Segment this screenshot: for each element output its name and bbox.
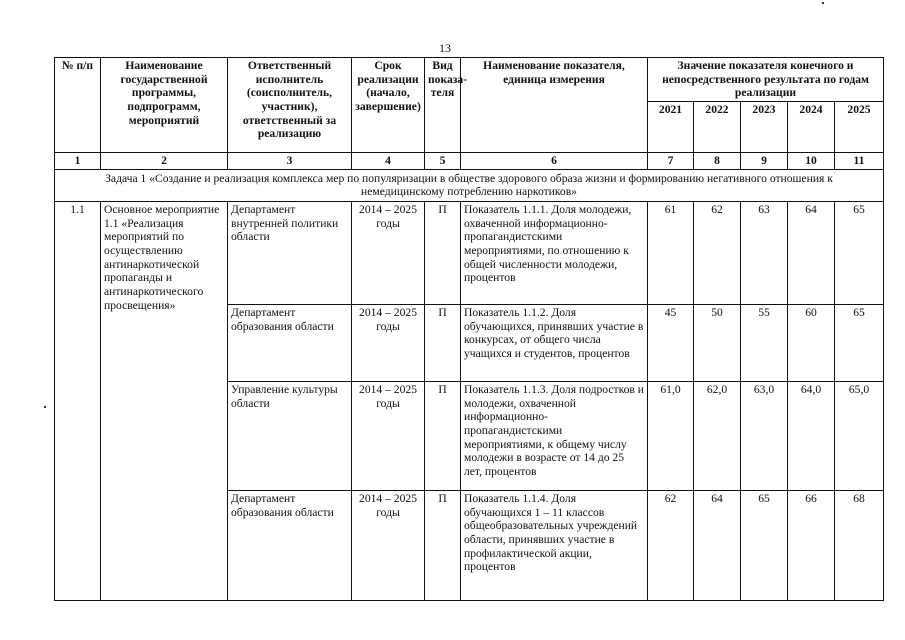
row-value: 62 [694, 202, 741, 305]
task-title: Задача 1 «Создание и реализация комплекса мер по популяризации в обществе здорового образа жизни и формированию негативного отношения к немедицинскому потреблению наркотиков» [55, 169, 884, 201]
row-indicator: Показатель 1.1.2. Доля обучающихся, принявших участие в конкурсах, от общего числа учащихся и студентов, процентов [461, 305, 648, 382]
column-numbers-row [55, 153, 884, 170]
column-number: 6 [461, 153, 648, 170]
column-number: 2 [101, 153, 228, 170]
row-value: 50 [694, 305, 741, 382]
row-value: 62,0 [694, 382, 741, 491]
column-number: 8 [694, 153, 741, 170]
row-kind: П [425, 382, 461, 491]
page-number: 13 [439, 41, 451, 55]
row-value: 65 [835, 202, 884, 305]
task-row [55, 169, 884, 201]
row-value: 64 [788, 202, 835, 305]
header-term: Срок реализации (начало, завершение) [352, 58, 425, 153]
row-kind: П [425, 305, 461, 382]
table-row [55, 202, 884, 305]
header-indicator: Наименование показателя, единица измерения [461, 58, 648, 153]
row-indicator: Показатель 1.1.3. Доля подростков и молодежи, охваченной информационно-пропагандистскими мероприятиями, к общему числу молодежи в возрасте от 14 до 25 лет, процентов [461, 382, 648, 491]
row-value: 65,0 [835, 382, 884, 491]
column-number: 9 [741, 153, 788, 170]
row-term: 2014 – 2025 годы [352, 202, 425, 305]
column-number: 10 [788, 153, 835, 170]
row-executor: Департамент внутренней политики области [228, 202, 352, 305]
row-value: 63 [741, 202, 788, 305]
header-num: № п/п [55, 58, 101, 153]
row-executor: Управление культуры области [228, 382, 352, 491]
activity-name: Основное мероприятие 1.1 «Реализация мероприятий по осуществлению антинаркотической пропаганды и антинаркотического просвещения» [101, 202, 228, 601]
scan-artifact-dot [822, 2, 824, 4]
column-number: 4 [352, 153, 425, 170]
header-year: 2025 [835, 102, 884, 153]
row-value: 64,0 [788, 382, 835, 491]
row-term: 2014 – 2025 годы [352, 305, 425, 382]
column-number: 5 [425, 153, 461, 170]
row-kind: П [425, 491, 461, 601]
row-value: 63,0 [741, 382, 788, 491]
column-number: 3 [228, 153, 352, 170]
header-values-group: Значение показателя конечного и непосредственного результата по годам реализации [648, 58, 884, 102]
row-value: 60 [788, 305, 835, 382]
row-value: 64 [694, 491, 741, 601]
header-year: 2022 [694, 102, 741, 153]
header-executor: Ответственный исполнитель (соисполнитель, участник), ответственный за реализацию [228, 58, 352, 153]
row-value: 65 [835, 305, 884, 382]
header-year: 2023 [741, 102, 788, 153]
row-value: 45 [648, 305, 694, 382]
header-program: Наименование государственной программы, подпрограмм, мероприятий [101, 58, 228, 153]
header-row [55, 58, 884, 102]
scan-artifact-dot [44, 406, 46, 408]
row-value: 66 [788, 491, 835, 601]
header-kind: Вид показа- теля [425, 58, 461, 153]
header-year: 2021 [648, 102, 694, 153]
row-indicator: Показатель 1.1.4. Доля обучающихся 1 – 11 классов общеобразовательных учреждений области, принявших участие в профилактической акции, процентов [461, 491, 648, 601]
row-executor: Департамент образования области [228, 305, 352, 382]
row-kind: П [425, 202, 461, 305]
row-value: 61 [648, 202, 694, 305]
row-term: 2014 – 2025 годы [352, 491, 425, 601]
row-value: 55 [741, 305, 788, 382]
row-value: 68 [835, 491, 884, 601]
row-value: 62 [648, 491, 694, 601]
activity-number: 1.1 [55, 202, 101, 601]
row-executor: Департамент образования области [228, 491, 352, 601]
row-value: 65 [741, 491, 788, 601]
header-year: 2024 [788, 102, 835, 153]
column-number: 7 [648, 153, 694, 170]
row-term: 2014 – 2025 годы [352, 382, 425, 491]
column-number: 1 [55, 153, 101, 170]
column-number: 11 [835, 153, 884, 170]
row-indicator: Показатель 1.1.1. Доля молодежи, охваченной информационно-пропагандистскими мероприятиями, по отношению к общей численности молодежи, процентов [461, 202, 648, 305]
indicators-table [54, 57, 884, 601]
row-value: 61,0 [648, 382, 694, 491]
